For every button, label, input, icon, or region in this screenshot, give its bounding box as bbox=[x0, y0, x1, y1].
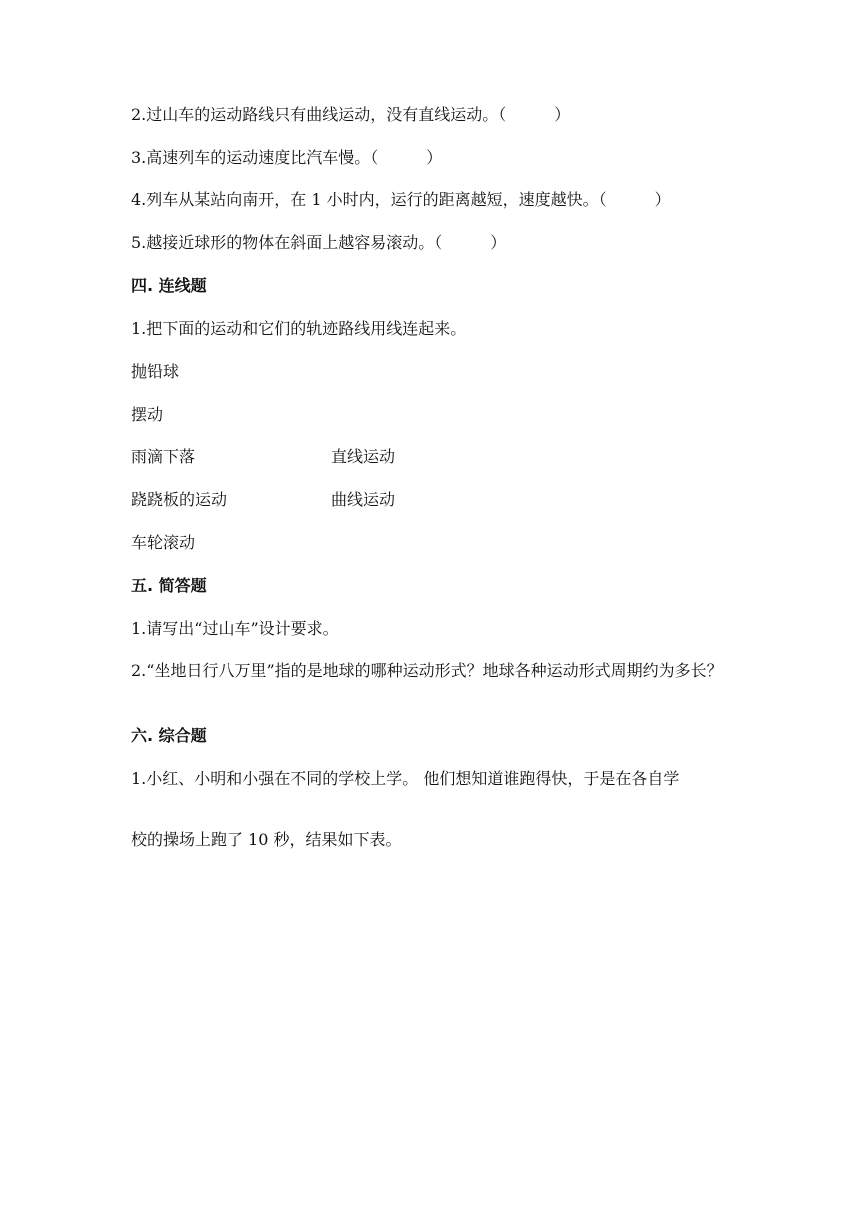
matching-left-item: 车轮滚动 bbox=[131, 533, 196, 552]
matching-right-item: 曲线运动 bbox=[331, 490, 396, 509]
short-answer-question-1: 1.请写出“过山车”设计要求。 bbox=[131, 619, 339, 638]
section-heading-matching: 四. 连线题 bbox=[131, 276, 207, 295]
judgement-question-5: 5.越接近球形的物体在斜面上越容易滚动。（ ） bbox=[131, 233, 507, 252]
matching-right-item: 直线运动 bbox=[331, 447, 396, 466]
matching-left-item: 抛铅球 bbox=[131, 362, 180, 381]
comprehensive-question-1-line-1: 1.小红、小明和小强在不同的学校上学。 他们想知道谁跑得快，于是在各自学 bbox=[131, 769, 680, 788]
matching-left-item: 雨滴下落 bbox=[131, 447, 196, 466]
short-answer-question-2: 2.“坐地日行八万里”指的是地球的哪种运动形式？地球各种运动形式周期约为多长？ bbox=[131, 661, 723, 680]
judgement-question-2: 2.过山车的运动路线只有曲线运动，没有直线运动。（ ） bbox=[131, 105, 571, 124]
judgement-question-3: 3.高速列车的运动速度比汽车慢。（ ） bbox=[131, 148, 443, 167]
matching-left-item: 摆动 bbox=[131, 405, 164, 424]
section-heading-comprehensive: 六. 综合题 bbox=[131, 726, 207, 745]
matching-question-1: 1.把下面的运动和它们的轨迹路线用线连起来。 bbox=[131, 319, 467, 338]
matching-left-item: 跷跷板的运动 bbox=[131, 490, 228, 509]
section-heading-short-answer: 五. 简答题 bbox=[131, 576, 207, 595]
comprehensive-question-1-line-2: 校的操场上跑了 10 秒，结果如下表。 bbox=[131, 830, 402, 849]
judgement-question-4: 4.列车从某站向南开，在 1 小时内，运行的距离越短，速度越快。（ ） bbox=[131, 190, 671, 209]
